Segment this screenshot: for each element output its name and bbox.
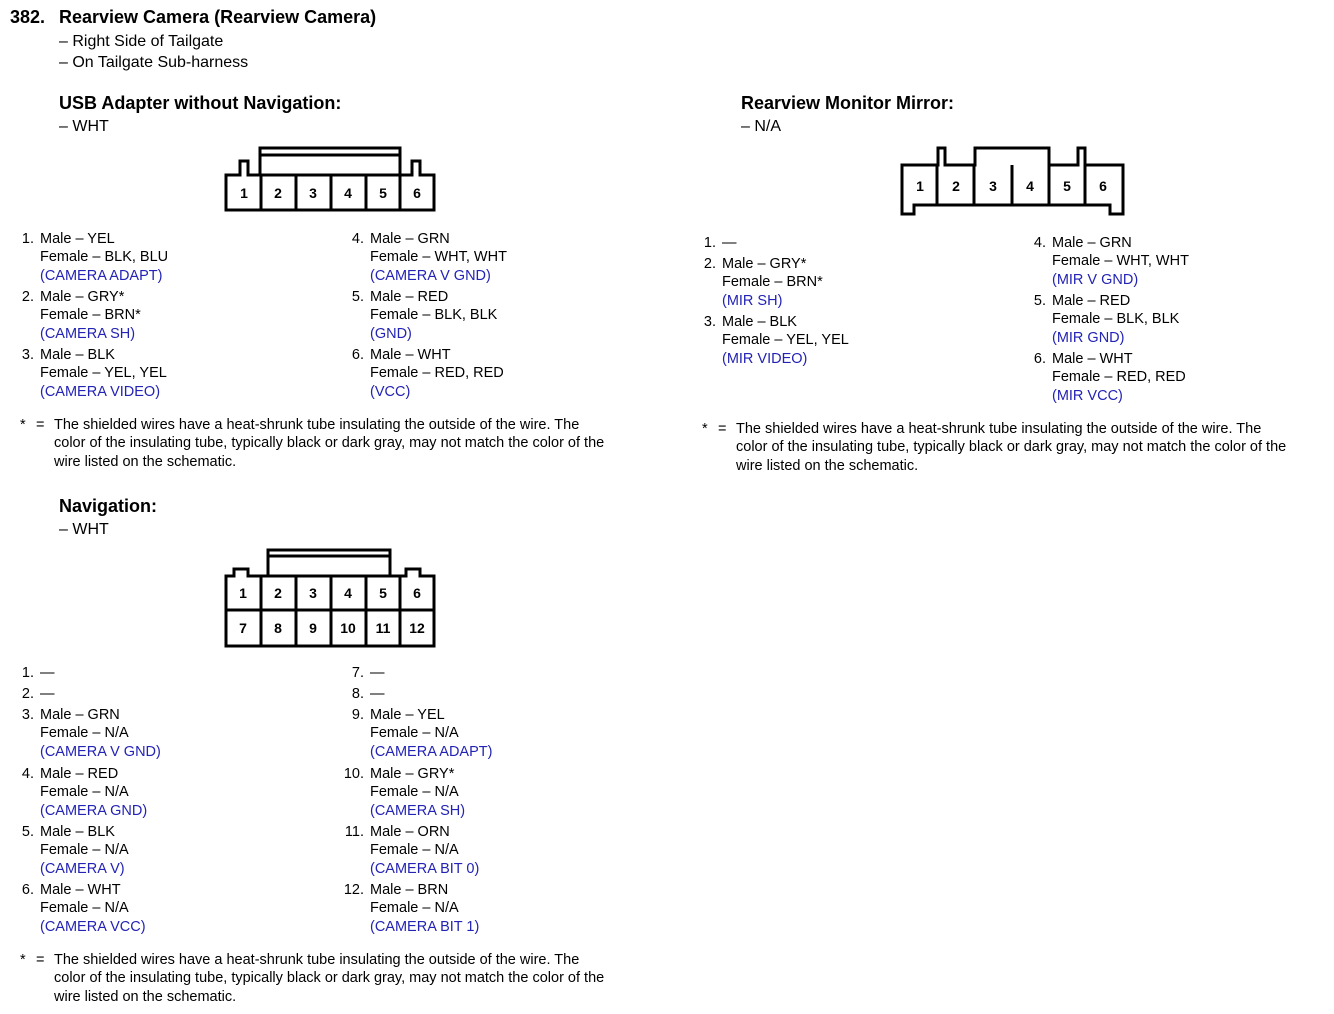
connector-number: 382. xyxy=(10,7,46,27)
pin-number: 1. xyxy=(703,235,716,251)
pin-number: 3. xyxy=(21,707,34,723)
note-line: The shielded wires have a heat-shrunk tube insulating the outside of the wire. The xyxy=(736,421,1262,437)
mirror-color: – N/A xyxy=(741,118,782,135)
pin-unused: — xyxy=(40,665,55,681)
pin-label: 6 xyxy=(413,585,421,601)
pin-label: 2 xyxy=(952,178,960,194)
pin-circuit: (MIR VCC) xyxy=(1052,387,1123,404)
pin-number: 3. xyxy=(21,347,34,363)
pin-circuit: (VCC) xyxy=(370,383,411,400)
usb-adapter-color: – WHT xyxy=(59,118,109,135)
pin-label: 4 xyxy=(344,585,352,601)
pin-number: 5. xyxy=(351,289,364,305)
note-equals: = xyxy=(718,421,727,437)
connector-title: Rearview Camera (Rearview Camera) xyxy=(59,7,377,27)
pin-label: 11 xyxy=(375,620,391,636)
pin-number: 5. xyxy=(21,824,34,840)
note-asterisk: * xyxy=(20,417,26,433)
pin-number: 7. xyxy=(351,665,364,681)
pin-unused: — xyxy=(370,686,385,702)
pin-circuit: (CAMERA BIT 0) xyxy=(370,860,480,877)
pin-female-color: Female – N/A xyxy=(40,842,129,859)
pin-male-color: Male – GRN xyxy=(370,231,450,247)
pin-circuit: (MIR GND) xyxy=(1052,329,1125,346)
pin-number: 2. xyxy=(21,686,34,702)
pin-circuit: (MIR V GND) xyxy=(1052,271,1139,288)
pin-number: 10. xyxy=(343,766,364,782)
navigation-color: – WHT xyxy=(59,521,109,538)
pin-male-color: Male – GRY* xyxy=(370,766,455,782)
pin-female-color: Female – YEL, YEL xyxy=(40,365,167,382)
pin-number: 4. xyxy=(1033,235,1046,251)
mirror-title: Rearview Monitor Mirror: xyxy=(741,93,955,113)
pin-number: 3. xyxy=(703,314,716,330)
pin-circuit: (GND) xyxy=(370,325,412,342)
pin-unused: — xyxy=(40,686,55,702)
pin-circuit: (CAMERA V GND) xyxy=(370,267,491,284)
pin-male-color: Male – BLK xyxy=(722,314,797,330)
pin-female-color: Female – N/A xyxy=(370,842,459,859)
pin-number: 6. xyxy=(1033,351,1046,367)
pin-circuit: (CAMERA GND) xyxy=(40,802,148,819)
note-asterisk: * xyxy=(20,952,26,968)
pin-label: 5 xyxy=(379,585,387,601)
pin-label: 5 xyxy=(379,185,387,201)
pin-number: 11. xyxy=(344,824,364,840)
pin-male-color: Male – RED xyxy=(40,766,119,782)
pin-female-color: Female – WHT, WHT xyxy=(370,249,507,266)
pin-unused: — xyxy=(370,665,385,681)
pin-label: 3 xyxy=(989,178,997,194)
pin-male-color: Male – YEL xyxy=(40,231,115,247)
navigation-connector-diagram xyxy=(220,542,442,652)
pin-label: 10 xyxy=(340,620,356,636)
note-equals: = xyxy=(36,952,45,968)
pin-circuit: (CAMERA ADAPT) xyxy=(40,267,163,284)
pin-label: 3 xyxy=(309,185,317,201)
pin-unused: — xyxy=(722,235,737,251)
pin-number: 4. xyxy=(351,231,364,247)
pin-male-color: Male – GRN xyxy=(1052,235,1132,251)
note-line: wire listed on the schematic. xyxy=(54,453,237,470)
pin-label: 12 xyxy=(409,620,425,636)
note-line: The shielded wires have a heat-shrunk tube insulating the outside of the wire. The xyxy=(54,417,580,433)
pin-circuit: (CAMERA ADAPT) xyxy=(370,743,493,760)
pin-label: 2 xyxy=(274,585,282,601)
pin-label: 4 xyxy=(1026,178,1034,194)
pin-circuit: (CAMERA VIDEO) xyxy=(40,383,161,400)
pin-female-color: Female – N/A xyxy=(370,784,459,801)
pin-label: 1 xyxy=(239,585,247,601)
pin-number: 12. xyxy=(343,882,364,898)
pin-female-color: Female – YEL, YEL xyxy=(722,332,849,349)
note-line: wire listed on the schematic. xyxy=(54,988,237,1005)
pin-female-color: Female – N/A xyxy=(40,725,129,742)
pin-female-color: Female – N/A xyxy=(40,784,129,801)
pin-number: 1. xyxy=(21,231,34,247)
navigation-title: Navigation: xyxy=(59,496,158,516)
pin-male-color: Male – YEL xyxy=(370,707,445,723)
pin-label: 7 xyxy=(239,620,247,636)
pin-label: 1 xyxy=(916,178,924,194)
pin-female-color: Female – N/A xyxy=(370,900,459,917)
usb-adapter-connector-diagram xyxy=(220,140,442,216)
note-line: color of the insulating tube, typically black or dark gray, may not match the color of the xyxy=(54,435,605,452)
pin-label: 8 xyxy=(274,620,282,636)
pin-female-color: Female – RED, RED xyxy=(370,365,504,382)
pin-number: 4. xyxy=(21,766,34,782)
pin-number: 6. xyxy=(351,347,364,363)
pin-female-color: Female – WHT, WHT xyxy=(1052,253,1189,270)
pin-circuit: (CAMERA V GND) xyxy=(40,743,161,760)
pin-circuit: (CAMERA SH) xyxy=(40,325,136,342)
note-line: wire listed on the schematic. xyxy=(736,457,919,474)
pin-male-color: Male – BRN xyxy=(370,882,449,898)
note-equals: = xyxy=(36,417,45,433)
pin-male-color: Male – BLK xyxy=(40,824,115,840)
pin-female-color: Female – BRN* xyxy=(722,274,823,291)
pin-circuit: (CAMERA BIT 1) xyxy=(370,918,480,935)
pin-male-color: Male – WHT xyxy=(1052,351,1133,367)
pin-male-color: Male – RED xyxy=(370,289,449,305)
pin-female-color: Female – BLK, BLK xyxy=(1052,311,1180,328)
pin-female-color: Female – BLK, BLU xyxy=(40,249,169,266)
pin-male-color: Male – WHT xyxy=(40,882,121,898)
note-asterisk: * xyxy=(702,421,708,437)
note-line: color of the insulating tube, typically black or dark gray, may not match the color of the xyxy=(736,439,1287,456)
pin-number: 5. xyxy=(1033,293,1046,309)
pin-male-color: Male – GRY* xyxy=(722,256,807,272)
location-line-1: – Right Side of Tailgate xyxy=(59,33,224,50)
pin-male-color: Male – ORN xyxy=(370,824,450,840)
usb-adapter-title: USB Adapter without Navigation: xyxy=(59,93,342,113)
pin-number: 9. xyxy=(351,707,364,723)
pin-male-color: Male – GRY* xyxy=(40,289,125,305)
pin-label: 6 xyxy=(413,185,421,201)
pin-male-color: Male – BLK xyxy=(40,347,115,363)
pin-circuit: (MIR SH) xyxy=(722,292,783,309)
pin-female-color: Female – N/A xyxy=(40,900,129,917)
pin-circuit: (MIR VIDEO) xyxy=(722,350,808,367)
pin-circuit: (CAMERA V) xyxy=(40,860,125,877)
pin-female-color: Female – N/A xyxy=(370,725,459,742)
pin-male-color: Male – GRN xyxy=(40,707,120,723)
pin-number: 8. xyxy=(351,686,364,702)
pin-number: 1. xyxy=(21,665,34,681)
pin-number: 2. xyxy=(703,256,716,272)
pin-label: 5 xyxy=(1063,178,1071,194)
location-line-2: – On Tailgate Sub-harness xyxy=(59,54,249,71)
pin-label: 2 xyxy=(274,185,282,201)
pin-female-color: Female – RED, RED xyxy=(1052,369,1186,386)
pin-circuit: (CAMERA VCC) xyxy=(40,918,146,935)
note-line: color of the insulating tube, typically black or dark gray, may not match the color of the xyxy=(54,970,605,987)
note-line: The shielded wires have a heat-shrunk tube insulating the outside of the wire. The xyxy=(54,952,580,968)
pin-number: 2. xyxy=(21,289,34,305)
mirror-connector-diagram xyxy=(896,140,1130,220)
pin-female-color: Female – BLK, BLK xyxy=(370,307,498,324)
pin-label: 9 xyxy=(309,620,317,636)
pin-label: 4 xyxy=(344,185,352,201)
pin-number: 6. xyxy=(21,882,34,898)
pin-label: 1 xyxy=(240,185,248,201)
pin-circuit: (CAMERA SH) xyxy=(370,802,466,819)
pin-label: 6 xyxy=(1099,178,1107,194)
pin-female-color: Female – BRN* xyxy=(40,307,141,324)
pin-male-color: Male – RED xyxy=(1052,293,1131,309)
pin-label: 3 xyxy=(309,585,317,601)
pin-male-color: Male – WHT xyxy=(370,347,451,363)
